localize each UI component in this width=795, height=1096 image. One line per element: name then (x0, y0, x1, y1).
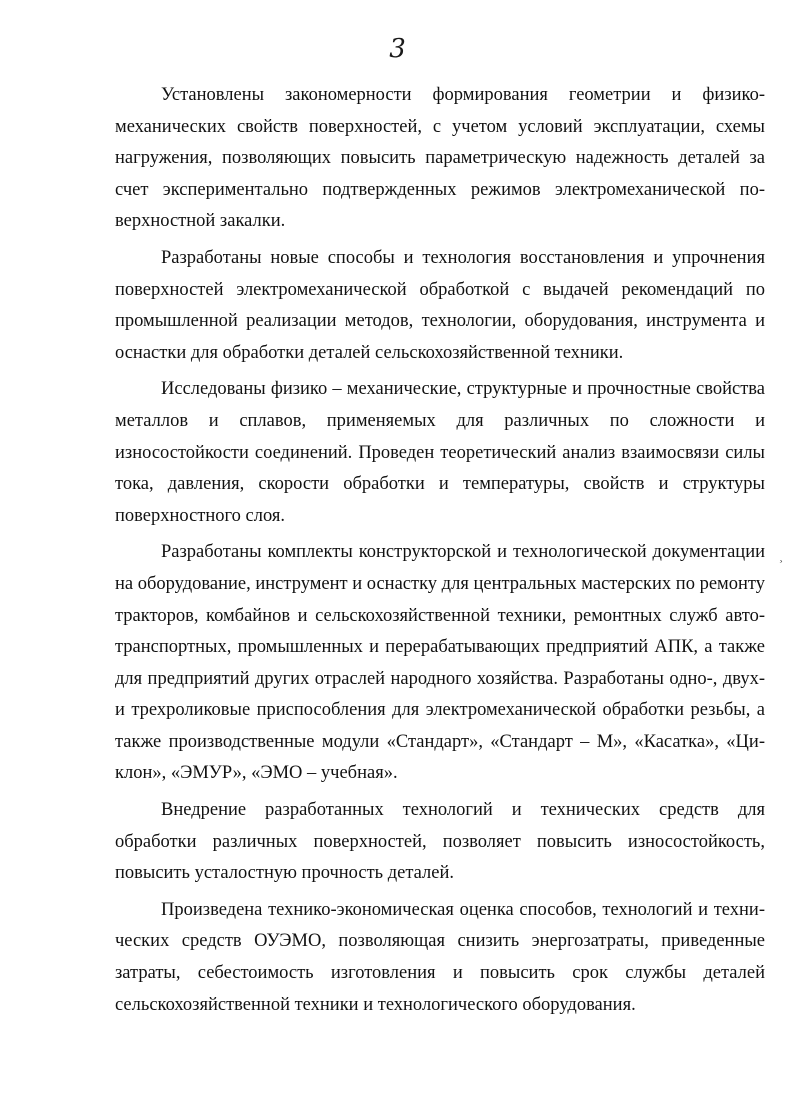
paragraph-documentation: Разработаны комплекты конструкторской и технологической документации на оборудование, инструмент и оснастку для центральных мастерских по ремонту тракторов, комбайнов и сельскохозяйственной техники, ремонтных служб автотранспортных, промышленных и перерабатывающих предприятий АПК, а также для предприятий других отраслей народного хозяйства. Разработаны одно-, двух- и трехроликовые приспособления для электромеханической обработки резьбы, а также производственные модули «Стандарт», «Стандарт – М», «Касатка», «Циклон», «ЭМУР», «ЭМО – учебная». (115, 542, 765, 784)
document-body (115, 80, 765, 1026)
margin-mark: ¸ (779, 549, 783, 563)
paragraph-implementation: Внедрение разработанных технологий и технических средств для обработки различных поверхностей, позволяет повысить износостойкость, повысить усталостную прочность деталей. (115, 800, 765, 884)
paragraph-properties-research: Исследованы физико – механические, структурные и прочностные свойства металлов и сплавов, применяемых для различных по сложности и износостойкости соединений. Проведен теоретический анализ взаимосвязи силы тока, давления, скорости обработки и температуры, свойств и структуры поверхностного слоя. (115, 379, 765, 526)
paragraph-economic-assessment: Произведена технико-экономическая оценка способов, технологий и технических средств ОУЭМО, позволяющая снизить энергозатраты, приведенные затраты, себестоимость изготовления и повысить срок службы деталей сельскохозяйственной техники и технологического оборудования. (115, 899, 765, 1015)
page-number: 3 (389, 34, 406, 64)
paragraph-regularities: Установлены закономерности формирования геометрии и физико-механических свойств поверхностей, с учетом условий эксплуатации, схемы нагружения, позволяющих повысить параметрическую надежность деталей за счет экспериментально подтвержденных режимов электромеханической поверхностной закалки. (115, 85, 765, 232)
paragraph-new-methods: Разработаны новые способы и технология восстановления и упрочнения поверхностей электромеханической обработкой с выдачей рекомендаций по промышленной реализации методов, технологии, оборудования, инструмента и оснастки для обработки деталей сельскохозяйственной техники. (115, 247, 765, 363)
